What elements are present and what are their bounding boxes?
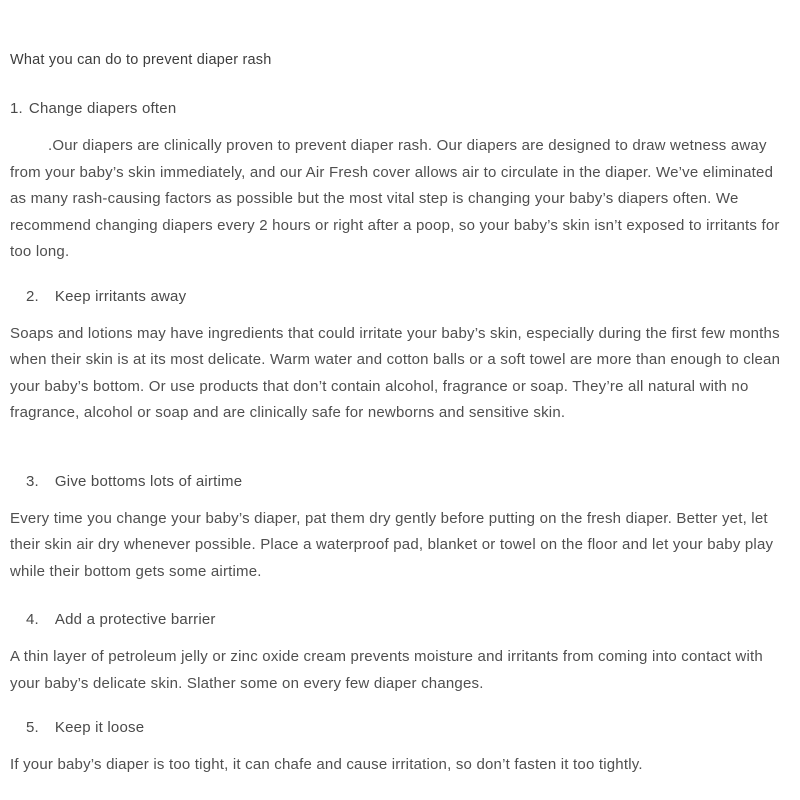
section-change-diapers — [10, 100, 788, 266]
section-paragraph: Every time you change your baby’s diaper, pat them dry gently before putting on the fresh diaper. Better yet, let their skin air dry whenever possible. Place a waterproof pad, blanket or towel on the floor and let your baby play while their bottom gets some airtime. — [10, 509, 774, 580]
section-heading-label: Add a protective barrier — [54, 611, 216, 628]
section-paragraph: A thin layer of petroleum jelly or zinc oxide cream prevents moisture and irritants from coming into contact with your baby’s delicate skin. Slather some on every few diaper changes. — [10, 648, 763, 692]
section-airtime — [10, 473, 788, 586]
section-number: 5. — [26, 719, 39, 736]
section-number: 4. — [26, 611, 39, 628]
section-heading-label: Give bottoms lots of airtime — [54, 472, 243, 490]
section-heading — [10, 719, 788, 736]
section-heading — [10, 288, 788, 305]
page-title: What you can do to prevent diaper rash — [10, 52, 272, 68]
section-keep-irritants-away — [10, 288, 788, 427]
section-paragraph: .Our diapers are clinically proven to prevent diaper rash. Our diapers are designed to draw wetness away from your baby’s skin immediately, and our Air Fresh cover allows air to circulate in the diaper. We’ve eliminated as many rash-causing factors as possible but the most vital step is changing your baby’s diapers often. We recommend changing diapers every 2 hours or right after a poop, so your baby’s skin isn’t exposed to irritants for too long. — [10, 137, 780, 260]
section-number: 3. — [26, 472, 39, 490]
section-heading — [10, 611, 788, 628]
section-paragraph: If your baby’s diaper is too tight, it can chafe and cause irritation, so don’t fasten it too tightly. — [10, 756, 643, 773]
section-protective-barrier — [10, 611, 788, 697]
section-heading-label: Change diapers often — [28, 100, 177, 117]
section-number: 1. — [10, 100, 23, 117]
section-paragraph: Soaps and lotions may have ingredients that could irritate your baby’s skin, especially during the first few months when their skin is at its most delicate. Warm water and cotton balls or a soft towel are more than enough to clean your baby’s bottom. Or use products that don’t contain alcohol, fragrance or soap. They’re all natural with no fragrance, alcohol or soap and are clinically safe for newborns and sensitive skin. — [10, 324, 781, 421]
section-heading-label: Keep it loose — [54, 719, 145, 736]
section-keep-it-loose — [10, 719, 788, 779]
section-number: 2. — [26, 287, 39, 305]
section-heading — [10, 473, 788, 490]
section-heading-label: Keep irritants away — [54, 287, 187, 305]
section-heading — [10, 100, 788, 117]
